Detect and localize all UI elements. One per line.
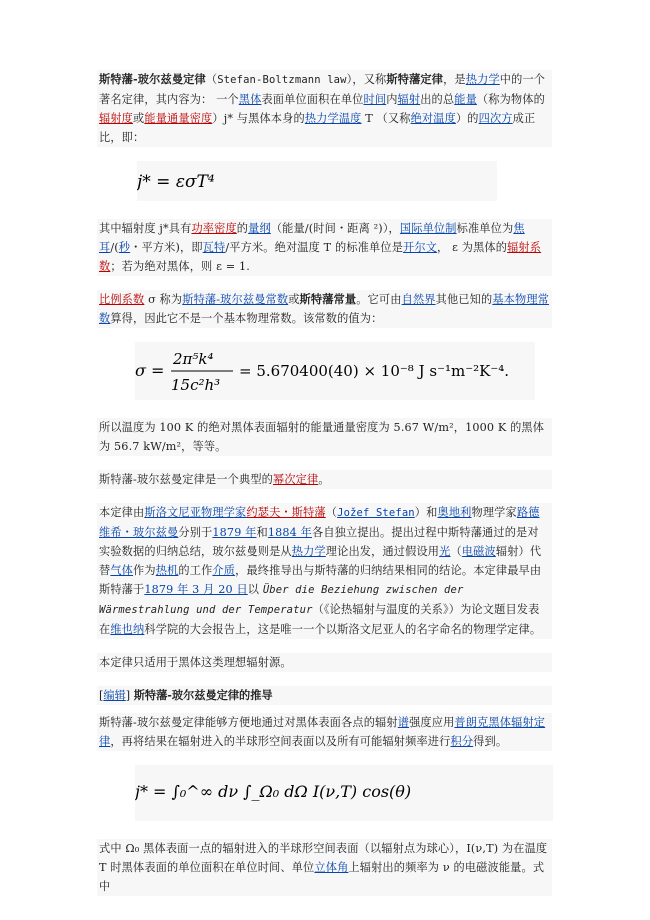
- link-date-1879-03-20[interactable]: 1879 年 3 月 20 日: [144, 583, 248, 596]
- definition-paragraph: 式中 Ω₀ 黑体表面一点的辐射进入的半球形空间表面（以辐射点为球心），I(ν,T) 为在温度 T 时黑体表面的单位面积在单位时间、单位立体角上辐射出的频率为 ν 的电磁波能量。式中: [97, 839, 552, 896]
- section-heading-derivation: [编辑] 斯特藩-玻尔兹曼定律的推导: [97, 686, 552, 705]
- equation-integral: [135, 765, 553, 821]
- constant-paragraph: 比例系数 σ 称为斯特藩-玻尔兹曼常数或斯特藩常量。它可由自然界其他已知的基本物理常数算得，因此它不是一个基本物理常数。该常数的值为：: [97, 290, 552, 328]
- link-power-law[interactable]: 幂次定律: [273, 473, 319, 486]
- link-blackbody[interactable]: 黑体: [238, 93, 262, 106]
- link-kelvin[interactable]: 开尔文: [403, 241, 438, 254]
- equation-3-graphic: [135, 765, 553, 821]
- equation-1-graphic: [137, 161, 497, 201]
- scope-paragraph: 本定律只适用于黑体这类理想辐射源。: [97, 653, 552, 672]
- link-second[interactable]: 秒: [118, 241, 131, 254]
- link-boltzmann[interactable]: 路德维希・玻尔兹曼: [99, 506, 540, 539]
- link-josef-stefan[interactable]: 约瑟夫・斯特藩: [246, 506, 326, 519]
- equation-2-graphic: [135, 342, 535, 400]
- link-solid-angle[interactable]: 立体角: [314, 861, 349, 874]
- link-joule[interactable]: 焦耳: [99, 222, 525, 254]
- english-name: Stefan-Boltzmann law: [217, 74, 347, 86]
- link-stefan-boltzmann-constant[interactable]: 斯特藩-玻尔兹曼常数: [182, 293, 289, 306]
- link-power-density[interactable]: 功率密度: [191, 222, 237, 235]
- link-electromagnetic-wave[interactable]: 电磁波: [461, 545, 496, 558]
- alt-name: 斯特藩定律: [386, 72, 444, 86]
- equation-2-numerator: 2π⁵k⁴: [173, 350, 214, 368]
- link-radiation[interactable]: 辐射: [397, 93, 421, 106]
- link-light[interactable]: 光: [439, 545, 451, 558]
- equation-1-text: j* = εσT⁴: [137, 172, 215, 192]
- link-emissivity[interactable]: 辐射系数: [99, 241, 542, 273]
- paper-title: Über die Beziehung zwischen der Wärmestrahlung und der Temperatur: [99, 584, 464, 616]
- equation-2-lhs: σ =: [135, 361, 165, 380]
- history-paragraph: 本定律由斯洛文尼亚物理学家约瑟夫・斯特藩（Jožef Stefan）和奥地利物理学家路德维希・玻尔兹曼分别于1879 年和1884 年各自独立提出。提出过程中斯特藩通过的是对实验数据的归纳总结，玻尔兹曼则是从热力学理论出发，通过假设用光（电磁波辐射）代替气体作为热机的工作介质，最终推导出与斯特藩的归纳结果相同的结论。本定律最早由斯特藩于1879 年 3 月 20 日以 Über die Beziehung zwischen der Wärmestrahlung und der Temperatur（《论热辐射与温度的关系》）为论文题目发表在维也纳科学院的大会报告上，这是唯一一个以斯洛文尼亚人的名字命名的物理学定律。: [97, 503, 552, 639]
- link-integral[interactable]: 积分: [450, 735, 474, 748]
- article-body: [97, 70, 552, 910]
- link-energy[interactable]: 能量: [454, 93, 477, 106]
- link-thermodynamics[interactable]: 热力学: [465, 73, 500, 86]
- intro-paragraph: 斯特藩-玻尔兹曼定律（Stefan-Boltzmann law），又称斯特藩定律，是热力学中的一个著名定律，其内容为： 一个黑体表面单位面积在单位时间内辐射出的总能量（称为物体的辐射度或能量通量密度）j* 与黑体本身的热力学温度 T （又称绝对温度）的四次方成正比，即：: [97, 70, 552, 147]
- derivation-paragraph: 斯特藩-玻尔兹曼定律能够方便地通过对黑体表面各点的辐射谱强度应用普朗克黑体辐射定律，再将结果在辐射进入的半球形空间表面以及所有可能辐射频率进行积分得到。: [97, 713, 552, 751]
- example-paragraph: 所以温度为 100 K 的绝对黑体表面辐射的能量通量密度为 5.67 W/m²，1000 K 的黑体为 56.7 kW/m²，等等。: [97, 418, 552, 456]
- link-dimension[interactable]: 量纲: [248, 222, 271, 235]
- equation-sigma-value: [135, 342, 535, 400]
- link-thermodynamic-temperature[interactable]: 热力学温度: [304, 112, 362, 125]
- equation-stefan-boltzmann: [137, 161, 497, 201]
- link-si-units[interactable]: 国际单位制: [399, 222, 457, 235]
- link-nature[interactable]: 自然界: [401, 293, 436, 306]
- link-1884[interactable]: 1884 年: [267, 526, 312, 539]
- link-1879[interactable]: 1879 年: [212, 526, 257, 539]
- link-spectrum[interactable]: 谱: [397, 716, 410, 729]
- link-austria[interactable]: 奥地利: [437, 506, 472, 519]
- link-planck-law[interactable]: 普朗克黑体辐射定律: [99, 716, 546, 748]
- law-name: 斯特藩-玻尔兹曼定律: [99, 72, 206, 86]
- link-energy-flux-density[interactable]: 能量通量密度: [144, 112, 213, 125]
- link-jozef-stefan[interactable]: Jožef Stefan: [337, 507, 415, 519]
- link-radiance[interactable]: 辐射度: [99, 112, 134, 125]
- link-slovenian-physicist[interactable]: 斯洛文尼亚物理学家: [144, 506, 247, 519]
- link-vienna[interactable]: 维也纳: [110, 623, 145, 636]
- link-fourth-power[interactable]: 四次方: [478, 112, 513, 125]
- link-gas[interactable]: 气体: [110, 564, 134, 577]
- section-title: 斯特藩-玻尔兹曼定律的推导: [133, 688, 273, 702]
- edit-link[interactable]: 编辑: [103, 689, 126, 702]
- equation-3-text: j* = ∫₀^∞ dν ∫_Ω₀ dΩ I(ν,T) cos(θ): [135, 782, 412, 801]
- units-paragraph: 其中辐射度 j*具有功率密度的量纲（能量/(时间・距离 ²)），国际单位制标准单位为焦耳/(秒・平方米)，即瓦特/平方米。绝对温度 T 的标准单位是开尔文， ε 为黑体的辐射系数；若为绝对黑体，则 ε = 1.: [97, 219, 552, 276]
- link-watt[interactable]: 瓦特: [202, 241, 226, 254]
- power-law-paragraph: 斯特藩-玻尔兹曼定律是一个典型的幂次定律。: [97, 470, 552, 489]
- equation-2-rhs: = 5.670400(40) × 10⁻⁸ J s⁻¹m⁻²K⁻⁴.: [239, 362, 510, 380]
- link-medium[interactable]: 介质: [212, 564, 236, 577]
- link-time[interactable]: 时间: [363, 93, 387, 106]
- equation-2-denominator: 15c²h³: [171, 376, 221, 394]
- link-absolute-temperature[interactable]: 绝对温度: [410, 112, 456, 125]
- link-proportionality-constant[interactable]: 比例系数: [99, 293, 145, 306]
- link-heat-engine[interactable]: 热机: [155, 564, 179, 577]
- link-fundamental-constants[interactable]: 基本物理常数: [99, 293, 550, 325]
- link-thermodynamics-2[interactable]: 热力学: [291, 545, 326, 558]
